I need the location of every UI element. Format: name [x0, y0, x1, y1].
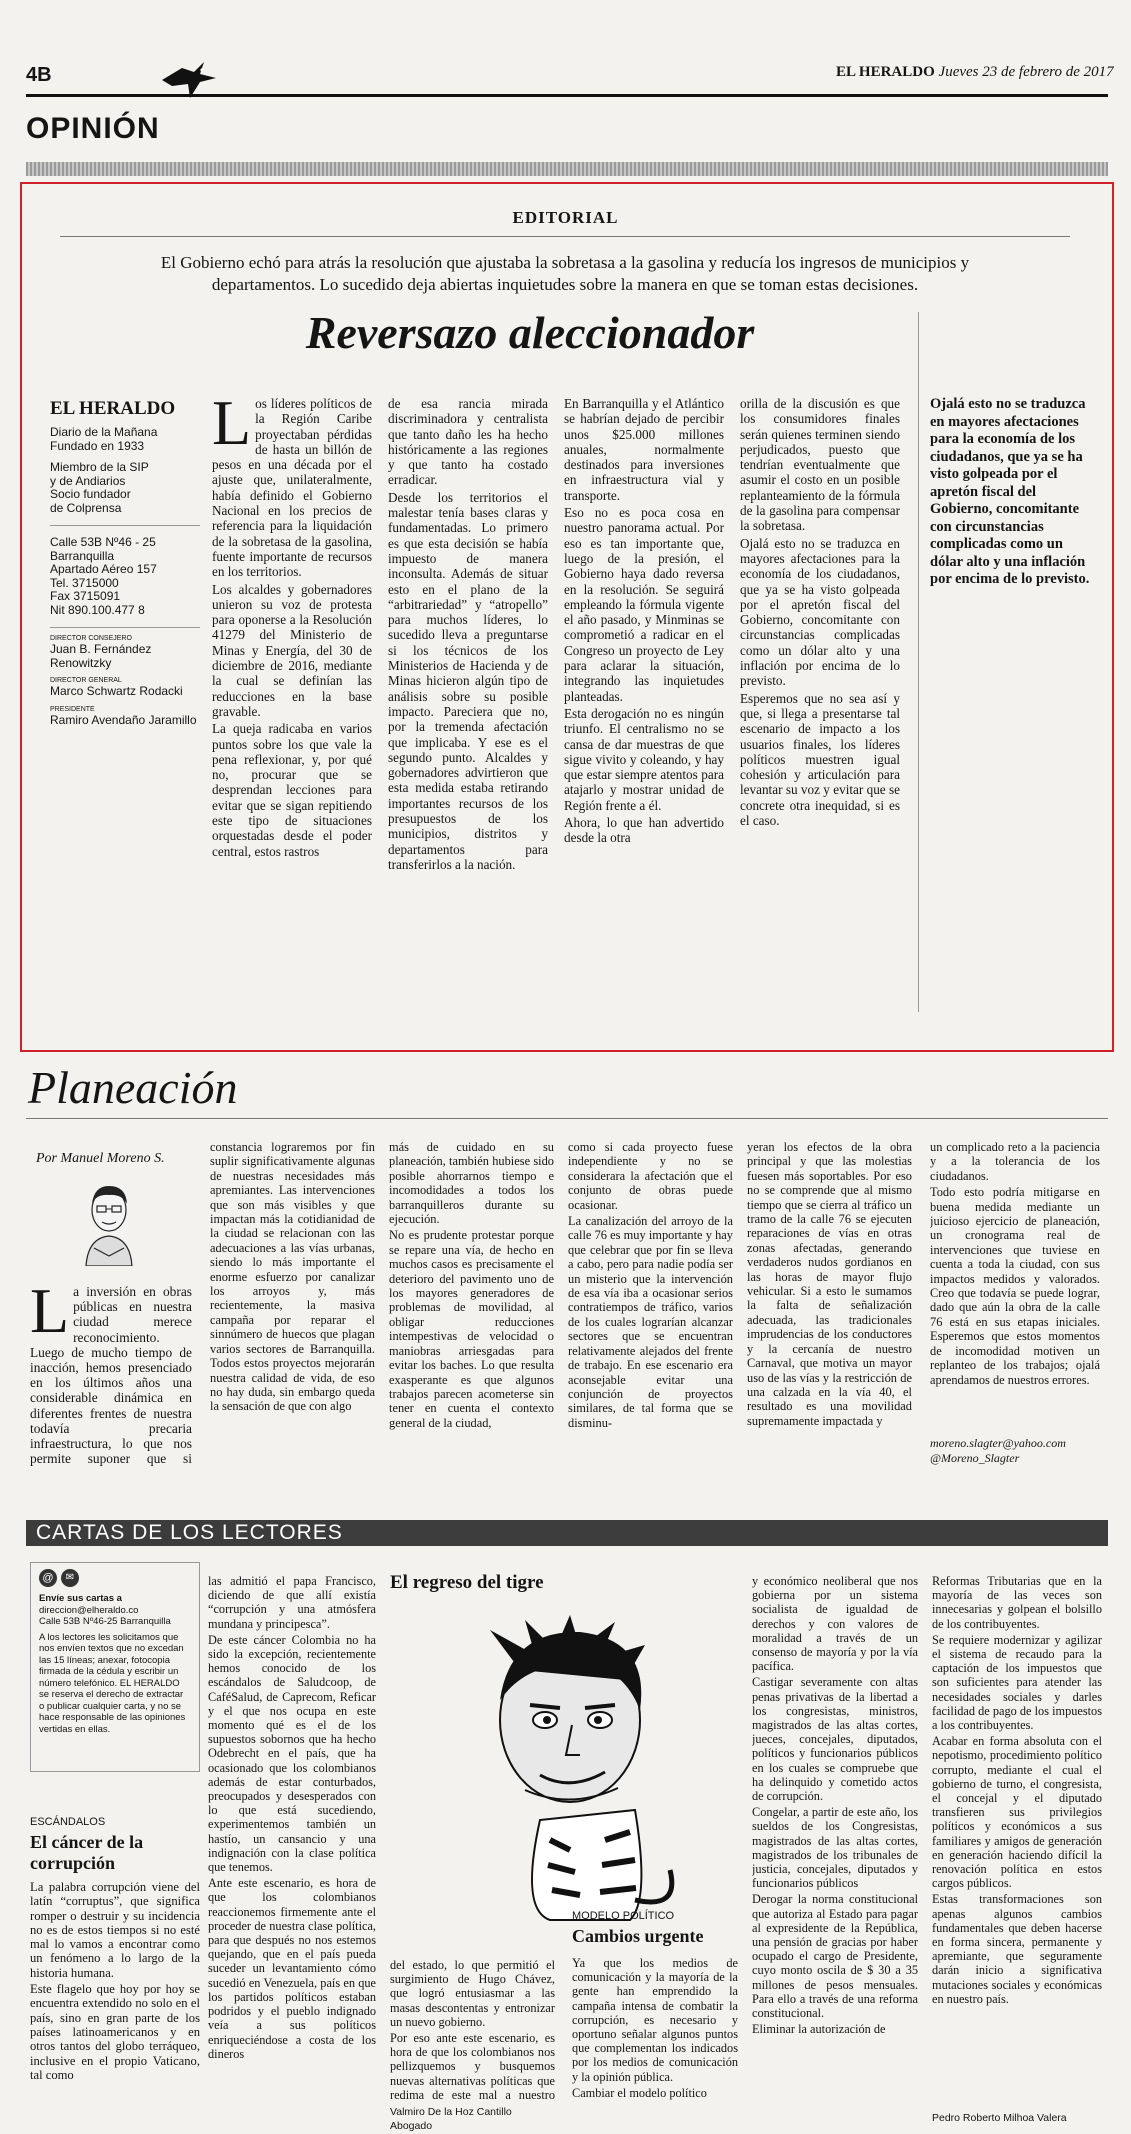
- paragraph: Esta derogación no es ningún triunfo. El centralismo no se cansa de dar muestras de que sigue vivito y coleando, y hay que estar siempre atentos para atajarlo y mostrar unidad de Región frente a él.: [564, 705, 724, 813]
- letter3-kicker: MODELO POLÍTICO: [572, 1910, 675, 1922]
- pullquote-rule: [918, 312, 919, 1012]
- letter1-col-2: [208, 1574, 376, 2122]
- paragraph: Los líderes políticos de la Región Caribe proyectaban pérdidas de hasta un billón de pesos en una década por el ajuste que, unilateralmente, había definido el Gobierno Nacional en los precios de referencia para la liquidación de la sobretasa de la gasolina, fuente importante de recursos en los territorios.: [212, 396, 372, 580]
- planeacion-col-1: [30, 1284, 192, 1466]
- box-title: Envíe sus cartas a: [39, 1593, 122, 1604]
- letter3-col-3: [932, 1574, 1102, 2104]
- letter1-title: El cáncer de la corrupción: [30, 1832, 144, 1873]
- column-title: Planeación: [28, 1062, 238, 1113]
- paragraph: Congelar, a partir de este año, los sueldos de los Congresistas, magistrados de las altas cortes, magistrados de los tribunales de justicia, concejales, diputados y funcionarios públicos: [752, 1805, 918, 1891]
- editorial-pullquote: Ojalá esto no se traduzca en mayores afectaciones para la economía de los ciudadanos, que ya se ha visto golpeada por el apretón fiscal del Gobierno, concomitante con circunstancias complicadas como un dólar alto y una inflación por encima de lo previsto.: [930, 396, 1090, 587]
- paragraph: Eso no es poca cosa en nuestro panorama actual. Por eso es tan importante que, luego de la presión, el Gobierno haya dado reversa en la resolución. Se seguirá empleando la fórmula vigente el año pasado, y Minminas se comprometió a radicar en el Congreso un proyecto de Ley para aclarar la situación, integrando las inquietudes planteadas.: [564, 505, 724, 704]
- masthead-line: Apartado Aéreo 157: [50, 562, 157, 576]
- paragraph: Castigar severamente con altas penas privativas de la libertad a los congresistas, ministros, magistrados de las altas cortes, jueces, concejales, diputados, políticos y funcionarios públicos en los cuales se compruebe que ha delinquido y cometido actos de corrupción.: [752, 1675, 918, 1804]
- paragraph: yeran los efectos de la obra principal y que las molestias fuesen más soportables. Por eso no se comprende que al mismo tiempo que se cierra al tráfico un tramo de la calle 76 se ejecuten reparaciones de vías en otras zonas afectadas, generando verdaderos nudos gordianos en las horas de mayor flujo vehicular. Si a esto le sumamos la falta de señalización adecuada, las tradicionales imprudencias de los conductores y la cercanía de nuestro Carnaval, que motiva un mayor uso de las vías y la restricción de una calzada en la vía 40, el resultado es una movilidad supremamente impactada y: [747, 1140, 912, 1428]
- letters-info-box: [30, 1562, 200, 1772]
- letter3-col-1: [572, 1956, 738, 2124]
- letter2-role: Abogado: [390, 2120, 433, 2132]
- editorial-col-4: [740, 396, 900, 1006]
- paragraph: orilla de la discusión es que los consumidores finales serán quienes terminen siendo perjudicados, puesto que tendrían eventualmente que asumir el costo en un posible replanteamiento de la fórmula de la gasolina para compensar la sobretasa.: [740, 396, 900, 534]
- paragraph: Los alcaldes y gobernadores unieron su voz de protesta para oponerse a la Resolución 41279 del Ministerio de Minas y Energía, del 30 de diciembre de 2016, mediante la cual se definían las reducciones en la base gravable.: [212, 581, 372, 719]
- letter3-col-2: [752, 1574, 918, 2124]
- section-bar: [26, 162, 1108, 176]
- editorial-col-3: [564, 396, 724, 1006]
- paragraph: La palabra corrupción viene del latín “corruptus”, que significa romper o destruir y su incidencia no es de estos tiempos si no esté mal lo vamos a encontrar como un fenómeno a lo largo de la historia humana.: [30, 1880, 200, 1980]
- editorial-col-1: [212, 396, 372, 1006]
- cartoon-title: El regreso del tigre: [390, 1572, 544, 1593]
- paragraph: La inversión en obras públicas en nuestra ciudad merece reconocimiento. Luego de mucho tiempo de inacción, hemos presenciado en los últimos años una considerable dinámica en diferentes frentes de nuestra todavía precaria infraestructura, lo que nos permite suponer que si: [30, 1284, 192, 1466]
- masthead-role: DIRECTOR GENERAL: [50, 677, 122, 684]
- paragraph: de esa rancia mirada discriminadora y centralista que tanto daño les ha hecho históricamente a las regiones y que tanto ha costado erradicar.: [388, 396, 548, 488]
- paragraph: más de cuidado en su planeación, también hubiese sido posible ahorrarnos tiempo e incomodidades a todos los barranquilleros durante su ejecución.: [389, 1140, 554, 1227]
- paragraph: Ojalá esto no se traduzca en mayores afectaciones para la economía de los ciudadanos, que ya se ha visto golpeada por el apretón fiscal del Gobierno, concomitante con circunstancias complicadas como un dólar alto y una inflación por encima de lo previsto.: [740, 535, 900, 689]
- paragraph: La queja radicaba en varios puntos sobre los que vale la pena reflexionar, y, por qué no, procurar que se desprendan lecciones para evitar que se sigan repitiendo este tipo de situaciones orquestadas desde el poder central, estos rastros: [212, 721, 372, 859]
- paragraph: como si cada proyecto fuese independiente y no se considerara la afectación que el conjunto de obras puede ocasionar.: [568, 1140, 733, 1212]
- editorial-kicker: EDITORIAL: [512, 208, 619, 227]
- masthead: [50, 398, 200, 727]
- paper-name: EL HERALDO: [836, 64, 935, 80]
- paragraph: La canalización del arroyo de la calle 76 es muy importante y hay que celebrar que por fin se lleva a cabo, pero para nadie podía ser un misterio que la intervención de esa vía iba a ocasionar serios contratiempos de tráfico, varios de los cuales lograrían alcanzar sectores que se encuentran relativamente alejados del frente de trabajo. En ese escenario era aconsejable evitar una conjunción de proyectos similares, de tal forma que se disminu-: [568, 1214, 733, 1430]
- page-number: 4B: [26, 64, 52, 86]
- planeacion-col-3: [389, 1140, 554, 1466]
- masthead-line: Nit 890.100.477 8: [50, 602, 145, 617]
- letter2-author: Valmiro De la Hoz Cantillo: [390, 2106, 512, 2118]
- paragraph: Cambiar el modelo político: [572, 2085, 707, 2100]
- letter1-kicker: ESCÁNDALOS: [30, 1816, 106, 1828]
- editorial-deck: El Gobierno echó para atrás la resolución que ajustaba la sobretasa a la gasolina y reducía los ingresos de municipios y departamentos. Lo sucedido deja abiertas inquietudes sobre la manera en que se toman estas decisiones.: [160, 253, 970, 294]
- paragraph: del estado, lo que permitió el surgimiento de Hugo Chávez, que logró entusiasmar a las masas descontentas y entronizar un nuevo gobierno.: [390, 1958, 555, 2029]
- paragraph: Ya que los medios de comunicación y la mayoría de la gente han emprendido la campaña intensa de combatir la corrupción, es necesario y oportuno señalar algunos puntos que complementan los indicados por los medios de comunicación y la opinión pública.: [572, 1956, 738, 2084]
- paragraph: No es prudente protestar porque se repare una vía, de hecho en muchos casos es precisamente el deterioro del pavimento uno de los mayores generadores de problemas de movilidad, al obligar reducciones intempestivas de velocidad o maniobras arriesgadas para evitar los baches. Lo que resulta exasperante es que algunos trabajos parecen acometerse sin tener en cuenta el contexto general de la ciudad,: [389, 1228, 554, 1430]
- letter2-text: [390, 1958, 555, 2102]
- paragraph: Todo esto podría mitigarse en buena medida mediante un juicioso ejercicio de planeación, un cronograma real de intervenciones que tuviese en cuenta a toda la ciudad, con sus impactos medidos y valorados. Creo que todavía se puede lograr, dado que aún la obra de la calle 76 está en sus etapas iniciales. Esperemos que estos momentos de incomodidad motiven un replanteo de los trabajos; ojalá aprendamos de nuestros errores.: [930, 1185, 1100, 1387]
- paragraph: De este cáncer Colombia no ha sido la excepción, recientemente hemos conocido de los escándalos de Saludcoop, de CaféSalud, de Caprecom, Reficar y el que nos ocupa en este momento qué es el de los supuestos sobornos que ha hecho Odebrecht en el país, que ha ocasionado que los colombianos además de estar conturbados, preocupados y desesperados con lo que está sucediendo, experimentemos también un hastío, un cansancio y una indignación con la clase política que tenemos.: [208, 1632, 376, 1875]
- box-line: Calle 53B Nº46-25 Barranquilla: [39, 1616, 171, 1627]
- author-twitter-link[interactable]: @Moreno_Slagter: [930, 1451, 1020, 1465]
- planeacion-col-6: [930, 1140, 1100, 1430]
- planeacion-col-5: [747, 1140, 912, 1466]
- masthead-line: Diario de la Mañana: [50, 425, 158, 439]
- paper-dateline: [836, 64, 1114, 81]
- author-portrait: [68, 1176, 150, 1266]
- paragraph: Derogar la norma constitucional que autoriza al Estado para pagar al expresidente de la República, una pensión de gracias por haber ocupado el cargo de Presidente, cuyo monto oscila de $ 30 a 35 millones de pesos mensuales. Para ello a través de una reforma constitucional.: [752, 1892, 918, 2021]
- masthead-line: Fax 3715091: [50, 589, 121, 603]
- section-title: OPINIÓN: [26, 112, 160, 145]
- letters-banner: [26, 1520, 1108, 1546]
- author-email-link[interactable]: moreno.slagter@yahoo.com: [930, 1436, 1066, 1450]
- masthead-person: Juan B. Fernández Renowitzky: [50, 642, 152, 670]
- paragraph: Se requiere modernizar y agilizar el sistema de recaudo para la captación de los impuestos que son suficientes para atender las necesidades sociales y darles facilidad de pago de los impuestos a los contribuyentes.: [932, 1632, 1102, 1733]
- masthead-line: de Colprensa: [50, 500, 122, 515]
- editorial-col-2: [388, 396, 548, 1006]
- planeacion-col-4: [568, 1140, 733, 1466]
- masthead-line: Miembro de la SIP: [50, 460, 149, 474]
- masthead-person: Ramiro Avendaño Jaramillo: [50, 712, 197, 727]
- column-title-rule: [26, 1118, 1108, 1119]
- mail-icon: ✉: [61, 1569, 79, 1587]
- planeacion-col-2: [210, 1140, 375, 1466]
- paragraph: En Barranquilla y el Atlántico se habrían dejado de percibir unos $25.000 millones anuales, normalmente destinados para inversiones en infraestructura vial y transporte.: [564, 396, 724, 503]
- masthead-line: Tel. 3715000: [50, 575, 119, 590]
- column-byline: Por Manuel Moreno S.: [36, 1151, 165, 1166]
- tiger-cartoon: [430, 1610, 710, 1930]
- masthead-line: y de Andiarios: [50, 473, 126, 488]
- paragraph: Reformas Tributarias que en la mayoría de las veces son innecesarias y golpean el bolsillo de los contribuyentes.: [932, 1574, 1102, 1631]
- header-rule: [26, 94, 1108, 97]
- letters-banner-title: CARTAS DE LOS LECTORES: [36, 1521, 343, 1544]
- paragraph: Desde los territorios el malestar tenía bases claras y fundamentadas. Lo primero es que esta decisión se había impuesto de manera inconsulta. Además de situar esto en el plano de la “arbitrariedad” y “atropello” para muchos líderes, lo sucedido lleva a preguntarse si los técnicos de los Ministerios de Hacienda y de Minas hicieron algún tipo de análisis sobre su posible impacto. Pareciera que no, por la tremenda afectación que implicaba. Y ese es el segundo punto. Alcaldes y gobernadores advirtieron que esta medida estaba retirando importantes recursos de los presupuestos de los municipios, distritos y departamentos para transferirlos a la nación.: [388, 489, 548, 872]
- paragraph: y económico neoliberal que nos gobierna por un sistema socialista de igualdad de derechos y con valores de moralidad a través de un consenso de mayoría y por la vía pacífica.: [752, 1574, 918, 1674]
- paragraph: Ahora, lo que han advertido desde la otra: [564, 815, 724, 846]
- paragraph: un complicado reto a la paciencia y a la tolerancia de los ciudadanos.: [930, 1140, 1100, 1183]
- letter3-title: Cambios urgente: [572, 1926, 704, 1946]
- paragraph: Eliminar la autorización de: [752, 2022, 886, 2037]
- kicker-rule: [60, 236, 1070, 237]
- box-line: direccion@elheraldo.co: [39, 1604, 139, 1616]
- masthead-line: Barranquilla: [50, 548, 115, 563]
- letter1-col-1: [30, 1880, 200, 2120]
- paragraph: Acabar en forma absoluta con el nepotismo, procedimiento político corrupto, mediante el cual el gobierno de turno, el congresista, el concejal y el diputado transfieren sus privilegios políticos y económicos a sus familiares y amigos de generación en generación haciendo difícil la renovación política en estos cargos públicos.: [932, 1734, 1102, 1891]
- masthead-person: Marco Schwartz Rodacki: [50, 684, 183, 698]
- paragraph: Ante este escenario, es hora de que los colombianos reaccionemos firmemente ante el proceder de nuestra clase política, para que después no nos estemos quejando, que en el país pueda suceder un levantamiento cómo sucedió en Venezuela, país en que los partidos políticos estaban podridos y el pueblo indignado veía a sus políticos enriqueciéndose a costa de los dineros: [208, 1876, 376, 2061]
- heron-logo-icon: [160, 58, 220, 104]
- paragraph: Esperemos que no sea así y que, si llega a presentarse tal escenario de impacto a los usuarios finales, los líderes políticos muestren igual cohesión y articulación para levantar su voz y evitar que se concrete otra inequidad, si es el caso.: [740, 690, 900, 829]
- paragraph: las admitió el papa Francisco, diciendo de que allí existía “corrupción y una atmósfera mundana y principesca”.: [208, 1574, 376, 1631]
- issue-date: Jueves 23 de febrero de 2017: [938, 64, 1114, 80]
- letter3-author: Pedro Roberto Milhoa Valera: [932, 2112, 1067, 2124]
- masthead-role: DIRECTOR CONSEJERO: [50, 635, 132, 642]
- masthead-name: EL HERALDO: [50, 398, 176, 419]
- editorial-title: Reversazo aleccionador: [305, 307, 755, 358]
- masthead-role: PRESIDENTE: [50, 705, 95, 713]
- paragraph: constancia lograremos por fin suplir significativamente algunas de nuestras necesidades más apremiantes. Las intervenciones que son más visibles y que impactan más la cotidianidad de la ciudad se relacionan con las adecuaciones a las vías urbanas, siendo lo más importante el enorme esfuerzo por canalizar los arroyos y, más recientemente, la masiva campaña por reparar el sinnúmero de huecos que plagan varios sectores de Barranquilla. Todos estos proyectos mejorarán nuestra calidad de vida, de eso no hay duda, sin embargo queda la sensación de que con algo: [210, 1140, 375, 1414]
- paragraph: Por eso ante este escenario, es hora de que los colombianos nos pellizquemos y busquemos nuevas alternativas políticas que redima de este mal a nuestro: [390, 2031, 555, 2102]
- masthead-line: Calle 53B Nº46 - 25: [50, 535, 156, 549]
- paragraph: Este flagelo que hoy por hoy se encuentra extendido no solo en el país, sino en gran parte de los países latinoamericanos y en otros tantos del globo terráqueo, inclusive en el propio Vaticano, tal como: [30, 1982, 200, 2082]
- masthead-line: Fundado en 1933: [50, 438, 145, 453]
- email-icon: @: [39, 1569, 57, 1587]
- box-text: A los lectores les solicitamos que nos envíen textos que no excedan las 15 líneas; anexar, fotocopia firmada de la cédula y escribir un número telefónico. EL HERALDO se reserva el derecho de extractar o publicar cualquier carta, y no se hace responsable de las opiniones vertidas en ellas.: [39, 1631, 186, 1735]
- paragraph: Estas transformaciones son apenas algunos cambios fundamentales que deben hacerse en forma sincera, permanente y apremiante, que seguramente darán inicio a significativa mutaciones sociales y económicas en nuestro país.: [932, 1892, 1102, 2006]
- masthead-line: Socio fundador: [50, 487, 131, 501]
